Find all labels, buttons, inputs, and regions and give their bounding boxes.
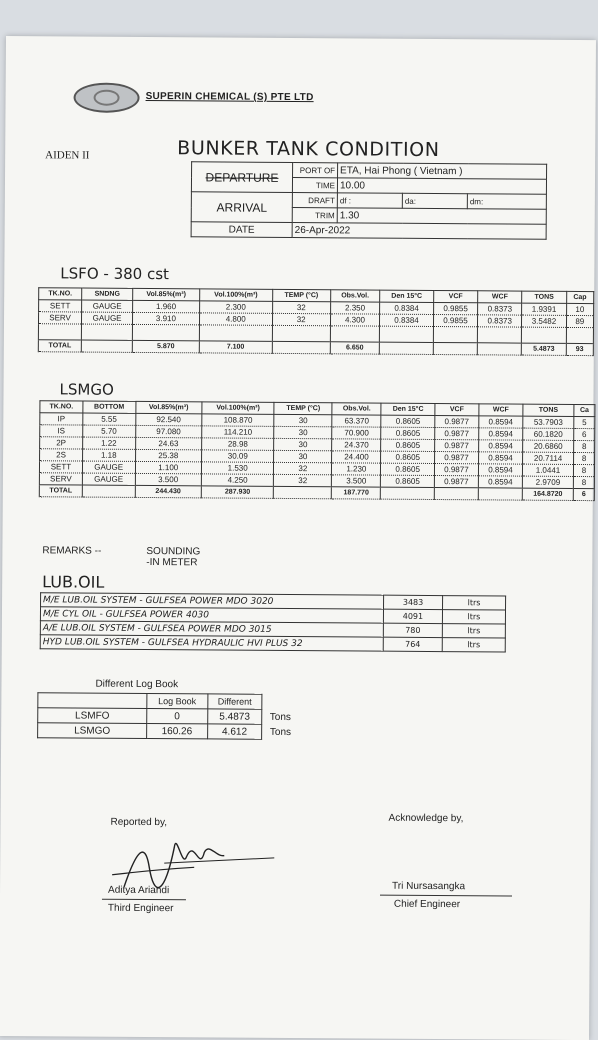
lsmgo-header-cell: Vol.100%(m³): [202, 402, 274, 415]
lsmgo-header-cell: Ca: [574, 404, 595, 416]
lsfo-cell: 1.960: [133, 300, 200, 312]
lsfo-cell: 2.300: [199, 301, 272, 314]
lsmgo-cell: 30: [274, 438, 332, 450]
port-label: PORT OF: [293, 163, 338, 178]
lsfo-cell: 0.8384: [380, 314, 434, 326]
lsfo-header-cell: VCF: [434, 290, 478, 302]
lsmgo-cell: 2P: [40, 437, 83, 449]
lsmgo-total-cell: [82, 485, 135, 497]
lsfo-cell: 89: [566, 315, 594, 327]
log-book-title: Different Log Book: [95, 678, 179, 691]
lsmgo-cell: 2S: [40, 449, 83, 461]
lsmgo-cell: 0.8594: [478, 464, 522, 476]
lsfo-cell: SETT: [39, 300, 82, 312]
lsmgo-header-cell: VCF: [435, 404, 479, 416]
lsmgo-cell: IP: [40, 413, 83, 425]
ack-title: Chief Engineer: [393, 898, 461, 911]
lsfo-empty-cell: [82, 324, 133, 340]
lsfo-total-cell: 93: [566, 343, 594, 355]
lsmgo-title: LSMGO: [59, 380, 114, 399]
lub-oil-row: [40, 635, 505, 652]
lsmgo-header-cell: Vol.85%(m³): [135, 401, 202, 413]
lsmgo-header-cell: Obs.Vol.: [332, 403, 381, 415]
company-logo-icon: [73, 82, 139, 112]
draft-label: DRAFT: [292, 193, 337, 208]
lsfo-cell: 32: [272, 313, 330, 325]
lsfo-cell: 2.350: [330, 302, 379, 314]
lsmgo-cell: 28.98: [202, 438, 274, 451]
log-book-log: 0: [147, 708, 208, 723]
lsmgo-total-cell: 6: [573, 488, 594, 500]
reported-by-label: Reported by,: [110, 816, 168, 829]
lub-oil-qty: 3483: [384, 595, 443, 609]
lsmgo-cell: 5.55: [83, 413, 136, 425]
lsfo-header-cell: TEMP (°C): [272, 289, 330, 301]
lsmgo-cell: 0.8605: [381, 475, 435, 487]
date-label: DATE: [191, 222, 292, 238]
lsmgo-total-cell: 187.770: [332, 487, 381, 499]
lsmgo-cell: 4.250: [201, 474, 273, 487]
lsmgo-cell: 24.63: [135, 437, 202, 449]
lsmgo-total-cell: 164.8720: [522, 488, 573, 500]
lsmgo-cell: 20.6860: [523, 440, 574, 452]
lsfo-cell: 3.910: [133, 312, 200, 324]
ack-signature-line: [380, 895, 512, 897]
lsmgo-total-cell: TOTAL: [39, 485, 82, 497]
lsfo-cell: SERV: [38, 312, 81, 324]
lsmgo-cell: 8: [574, 464, 595, 476]
lsfo-total-cell: [477, 343, 521, 355]
lsmgo-total-row: [39, 485, 594, 501]
log-book-unit: Tons: [269, 711, 291, 723]
lsfo-header-cell: Vol.100%(m³): [200, 289, 273, 302]
lsmgo-cell: 0.8594: [479, 428, 523, 440]
lsmgo-cell: 0.8594: [479, 416, 523, 428]
lub-oil-qty: 4091: [383, 609, 442, 623]
lsmgo-total-cell: [478, 488, 522, 500]
lsmgo-cell: 24.400: [332, 451, 381, 463]
lsmgo-cell: 1.0441: [522, 464, 573, 476]
lsmgo-cell: 92.540: [135, 413, 202, 425]
lsmgo-cell: 20.7114: [523, 452, 574, 464]
lsmgo-cell: 1.530: [201, 462, 273, 475]
lub-oil-unit: ltrs: [442, 638, 505, 652]
port-value: ETA, Hai Phong ( Vietnam ): [338, 163, 547, 179]
lsfo-cell: 0.8373: [478, 303, 522, 315]
lsmgo-cell: 3.500: [332, 475, 381, 487]
lsmgo-header-cell: BOTTOM: [83, 401, 136, 413]
reporter-name: Aditya Ariandi: [108, 884, 170, 897]
lsfo-empty-cell: [272, 325, 330, 341]
lsmgo-cell: 97.080: [135, 425, 202, 437]
lsmgo-cell: 8: [574, 452, 595, 464]
lsfo-empty-cell: [38, 324, 81, 340]
lsmgo-cell: 5.70: [83, 425, 136, 437]
lsmgo-cell: 30.09: [202, 450, 274, 463]
log-book-table: [37, 692, 299, 740]
lsmgo-header-cell: TONS: [523, 404, 574, 416]
log-book-col-logbook: Log Book: [147, 693, 208, 708]
ack-name: Tri Nursasangka: [392, 880, 466, 893]
lsfo-cell: 0.9855: [433, 314, 477, 326]
lsmgo-cell: 0.9877: [434, 464, 478, 476]
vessel-name: AIDEN II: [45, 149, 90, 162]
lsmgo-header-cell: TEMP (°C): [274, 402, 332, 414]
lsmgo-cell: 0.9877: [435, 440, 479, 452]
lsfo-header-cell: Obs.Vol.: [330, 290, 379, 302]
lsfo-empty-cell: [566, 327, 594, 343]
time-label: TIME: [292, 178, 337, 193]
log-book-col-different: Different: [207, 694, 262, 709]
lsfo-total-cell: [272, 341, 330, 353]
log-book-unit-spacer: [262, 694, 299, 709]
lsfo-total-cell: [81, 340, 132, 352]
lsmgo-header-cell: WCF: [479, 404, 523, 416]
lsfo-header-cell: WCF: [478, 291, 522, 303]
lsfo-cell: 0.8384: [380, 302, 434, 314]
date-value: 26-Apr-2022: [292, 223, 546, 240]
lsmgo-cell: 1.100: [135, 461, 202, 473]
lsmgo-cell: 30: [274, 414, 332, 426]
lsfo-empty-cell: [522, 327, 566, 343]
lsmgo-cell: 0.9877: [435, 428, 479, 440]
lsmgo-total-cell: 287.930: [201, 486, 273, 499]
lub-oil-table: [40, 592, 506, 652]
lub-oil-qty: 764: [383, 637, 442, 651]
lub-oil-name: A/E LUB.OIL SYSTEM - GULFSEA POWER MDO 3015: [40, 621, 383, 637]
lsfo-title: LSFO - 380 cst: [60, 264, 170, 284]
lsfo-cell: 10: [566, 303, 594, 315]
log-book-diff: 5.4873: [207, 709, 262, 724]
lsmgo-cell: 1.22: [83, 437, 136, 449]
lub-oil-name: M/E CYL OIL - GULFSEA POWER 4030: [40, 607, 383, 623]
lsfo-header-cell: TONS: [522, 291, 566, 303]
lsmgo-cell: 30: [274, 450, 332, 462]
arrival-label: ARRIVAL: [191, 192, 292, 223]
lsmgo-cell: 0.8605: [381, 427, 435, 439]
lsfo-total-cell: 5.870: [132, 340, 199, 352]
lsfo-header-cell: Vol.85%(m³): [133, 288, 200, 300]
lsfo-cell: 0.9855: [433, 302, 477, 314]
lsmgo-cell: 0.9877: [435, 416, 479, 428]
lsmgo-cell: 32: [274, 462, 332, 474]
lsmgo-cell: 1.230: [332, 463, 381, 475]
lub-oil-unit: ltrs: [443, 596, 506, 610]
lsmgo-cell: 25.38: [135, 449, 202, 461]
lsfo-total-cell: 5.4873: [522, 343, 566, 355]
lsmgo-cell: 0.9877: [434, 476, 478, 488]
lsmgo-cell: SERV: [39, 473, 82, 485]
lsmgo-cell: 0.8605: [381, 439, 435, 451]
lsmgo-cell: 2.9709: [522, 476, 573, 488]
lsfo-total-cell: 7.100: [199, 341, 272, 354]
lsfo-header-cell: SNDNG: [82, 288, 133, 300]
departure-label: DEPARTURE: [191, 162, 292, 193]
lsfo-total-row: [38, 340, 593, 356]
lsmgo-cell: 60.1820: [523, 428, 574, 440]
log-book-diff: 4.612: [207, 724, 262, 739]
lsfo-header-cell: Den 15°C: [380, 290, 434, 302]
lsmgo-cell: 30: [274, 426, 332, 438]
log-book-row: [38, 723, 299, 740]
log-book-corner: [38, 693, 147, 709]
acknowledge-by-label: Acknowledge by,: [388, 812, 464, 825]
lsfo-header-cell: TK.NO.: [39, 288, 82, 300]
lsmgo-cell: 32: [274, 474, 332, 486]
lsmgo-cell: IS: [40, 425, 83, 437]
lsfo-total-cell: [379, 342, 433, 354]
log-book-unit: Tons: [269, 726, 292, 738]
lsmgo-cell: 0.8594: [478, 476, 522, 488]
lsmgo-total-cell: [434, 488, 478, 500]
remarks-value: SOUNDING -IN METER: [146, 545, 201, 569]
lsmgo-cell: 0.8605: [381, 463, 435, 475]
lsmgo-header-cell: TK.NO.: [40, 401, 83, 413]
lsmgo-cell: 0.8605: [381, 451, 435, 463]
lsmgo-cell: 3.500: [135, 473, 202, 485]
lsmgo-cell: 108.870: [202, 414, 274, 427]
lsmgo-cell: 5: [574, 416, 595, 428]
log-book-name: LSMGO: [38, 723, 147, 739]
time-value: 10.00: [337, 178, 546, 194]
lsfo-total-cell: TOTAL: [38, 340, 81, 352]
lsfo-cell: GAUGE: [82, 312, 133, 324]
trim-value: 1.30: [337, 208, 546, 224]
remarks-label: REMARKS --: [42, 545, 102, 557]
lsfo-cell: 32: [272, 301, 330, 313]
lsmgo-cell: 8: [574, 440, 595, 452]
lsfo-cell: 4.800: [199, 313, 272, 326]
page-title: BUNKER TANK CONDITION: [177, 137, 440, 162]
lsmgo-cell: GAUGE: [82, 461, 135, 473]
lsfo-total-cell: [433, 342, 477, 354]
lsmgo-table: [39, 400, 596, 501]
lsfo-empty-cell: [433, 326, 477, 342]
lsfo-header-cell: Cap: [566, 291, 594, 303]
lub-oil-qty: 780: [383, 623, 442, 637]
lsmgo-cell: 0.8594: [478, 452, 522, 464]
lsfo-cell: 4.300: [330, 314, 379, 326]
draft-dm: dm:: [467, 194, 546, 210]
lsmgo-cell: 24.370: [332, 439, 381, 451]
log-book-name: LSMFO: [38, 708, 147, 724]
lsfo-empty-cell: [330, 326, 379, 342]
company-name: SUPERIN CHEMICAL (S) PTE LTD: [145, 90, 314, 104]
lsmgo-cell: 53.7903: [523, 416, 574, 428]
lsfo-empty-cell: [379, 326, 433, 342]
condition-table: [191, 161, 548, 239]
lsfo-cell: GAUGE: [82, 300, 133, 312]
lsfo-empty-cell: [199, 325, 272, 342]
lsfo-cell: 3.5482: [522, 315, 566, 327]
lsmgo-cell: 70.900: [332, 427, 381, 439]
lsmgo-cell: 63.370: [332, 415, 381, 427]
lsmgo-cell: 8: [573, 476, 594, 488]
lsfo-cell: 1.9391: [522, 303, 566, 315]
lsmgo-cell: SETT: [39, 461, 82, 473]
lsmgo-cell: 114.210: [202, 426, 274, 439]
lub-oil-title: LUB.OIL: [42, 572, 105, 592]
draft-df: df :: [337, 193, 402, 208]
trim-label: TRIM: [292, 208, 337, 223]
log-book-log: 160.26: [147, 723, 208, 738]
lsmgo-cell: GAUGE: [82, 473, 135, 485]
lub-oil-name: HYD LUB.OIL SYSTEM - GULFSEA HYDRAULIC HVI PLUS 32: [40, 635, 383, 651]
lsfo-total-cell: 6.650: [330, 342, 379, 354]
document-sheet: [0, 36, 596, 1040]
lsmgo-cell: 6: [574, 428, 595, 440]
lub-oil-unit: ltrs: [442, 610, 505, 624]
reporter-signature-line: [102, 899, 186, 901]
lsmgo-cell: 0.9877: [434, 452, 478, 464]
lsmgo-cell: 0.8594: [479, 440, 523, 452]
lsmgo-header-cell: Den 15°C: [381, 403, 435, 415]
lsmgo-total-cell: [381, 487, 435, 499]
lsmgo-cell: 0.8605: [381, 415, 435, 427]
lsmgo-total-cell: [274, 486, 332, 498]
lsfo-cell: 0.8373: [478, 315, 522, 327]
lsfo-empty-cell: [132, 324, 199, 340]
draft-da: da:: [402, 193, 467, 208]
lub-oil-name: M/E LUB.OIL SYSTEM - GULFSEA POWER MDO 3020: [41, 593, 384, 609]
lsmgo-cell: 1.18: [82, 449, 135, 461]
lsfo-table: [38, 287, 594, 356]
remarks: [42, 545, 201, 569]
lsmgo-total-cell: 244.430: [135, 485, 202, 497]
lub-oil-unit: ltrs: [442, 624, 505, 638]
lsfo-empty-cell: [477, 327, 521, 343]
reporter-title: Third Engineer: [107, 902, 174, 915]
